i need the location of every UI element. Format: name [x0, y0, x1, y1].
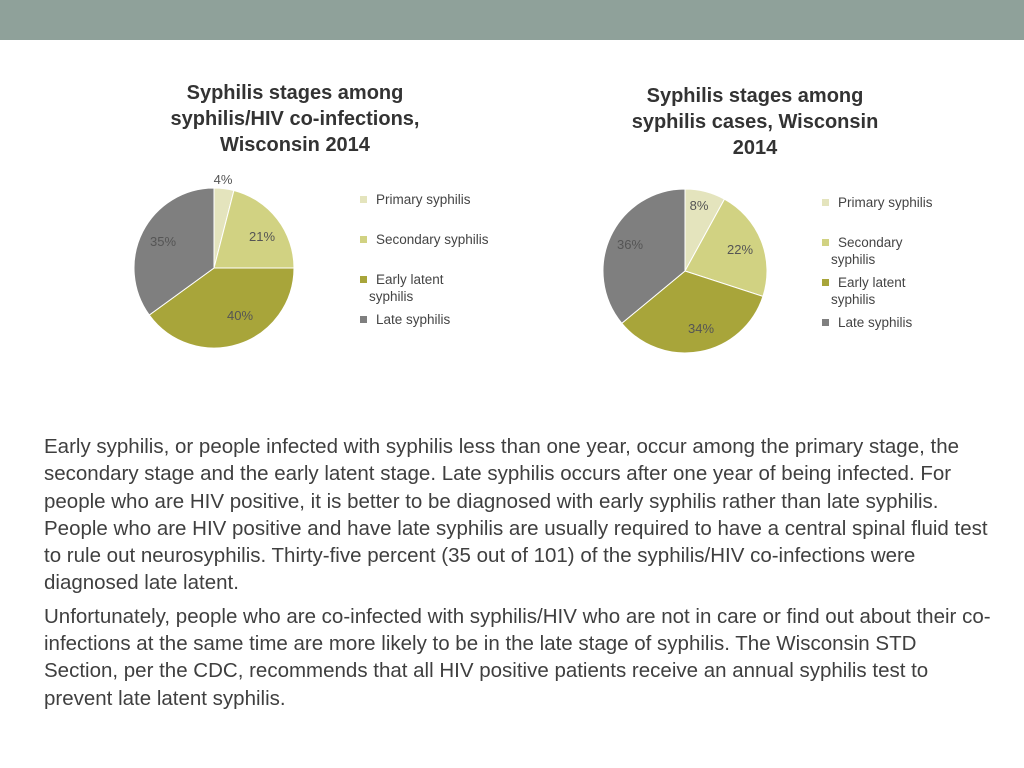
chart-title-line: syphilis/HIV co-infections, — [170, 108, 420, 130]
header-bar — [0, 0, 1024, 40]
legend-label-continued: syphilis — [831, 292, 876, 307]
chart-title-line: Syphilis stages among — [646, 85, 864, 107]
pie-label-late: 35% — [149, 234, 177, 249]
legend-coinfections — [360, 0, 520, 327]
pie-label-secondary: 21% — [248, 229, 276, 244]
legend-swatch-late — [360, 316, 367, 323]
legend-label-continued: syphilis — [369, 289, 414, 304]
pie-chart-cases — [592, 178, 778, 364]
legend-swatch-late — [822, 319, 829, 326]
legend-label: Primary syphilis — [838, 195, 933, 210]
legend-label: Early latent — [376, 272, 444, 287]
chart-title-cases — [590, 83, 920, 161]
paragraph: Early syphilis, or people infected with syphilis less than one year, occur among the primary stage, the secondary stage and the early latent stage. Late syphilis occurs after one year of being infected. For people who are HIV positive, it is better to be diagnosed with early syphilis rather than late syphilis. People who are HIV positive and have late syphilis are usually required to have a central spinal fluid test to rule out neurosyphilis. Thirty-five percent (35 out of 101) of the syphilis/HIV co-infections were diagnosed late latent. — [44, 435, 988, 595]
chart-title-line: syphilis cases, Wisconsin — [631, 111, 879, 133]
chart-title-line: Syphilis stages among — [186, 82, 404, 104]
legend-swatch-early-latent — [360, 276, 367, 283]
pie-chart-coinfections — [124, 172, 304, 358]
pie-label-early-latent: 40% — [226, 308, 254, 323]
pie-label-secondary: 22% — [726, 242, 754, 257]
legend-label-continued: syphilis — [831, 252, 876, 267]
chart-title-coinfections — [130, 80, 460, 158]
legend-item-late — [360, 311, 500, 328]
legend-item-late — [822, 314, 962, 331]
legend-item-secondary — [360, 231, 500, 248]
legend-swatch-primary — [360, 196, 367, 203]
body-text — [44, 433, 994, 718]
legend-item-early-latent — [822, 274, 962, 308]
legend-swatch-secondary — [360, 236, 367, 243]
legend-label: Secondary — [838, 235, 903, 250]
chart-title-line: 2014 — [732, 137, 778, 159]
legend-item-primary — [360, 191, 500, 208]
pie-label-late: 36% — [616, 237, 644, 252]
legend-item-early-latent — [360, 271, 500, 305]
legend-label: Primary syphilis — [376, 192, 471, 207]
legend-swatch-early-latent — [822, 279, 829, 286]
legend-label: Secondary syphilis — [376, 232, 489, 247]
legend-item-primary — [822, 194, 962, 211]
pie-label-primary: 4% — [213, 172, 233, 187]
pie-label-early-latent: 34% — [687, 321, 715, 336]
paragraph: Unfortunately, people who are co-infected with syphilis/HIV who are not in care or find out about their co-infections at the same time are more likely to be in the late stage of syphilis. The Wisconsin STD Section, per the CDC, recommends that all HIV positive patients receive an annual syphilis test to prevent late latent syphilis. — [44, 604, 991, 710]
chart-title-line: Wisconsin 2014 — [220, 134, 370, 156]
legend-item-secondary — [822, 234, 962, 268]
pie-label-primary: 8% — [689, 198, 709, 213]
legend-cases — [822, 0, 992, 330]
legend-swatch-secondary — [822, 239, 829, 246]
legend-label: Late syphilis — [376, 312, 451, 327]
legend-swatch-primary — [822, 199, 829, 206]
legend-label: Late syphilis — [838, 315, 913, 330]
legend-label: Early latent — [838, 275, 906, 290]
